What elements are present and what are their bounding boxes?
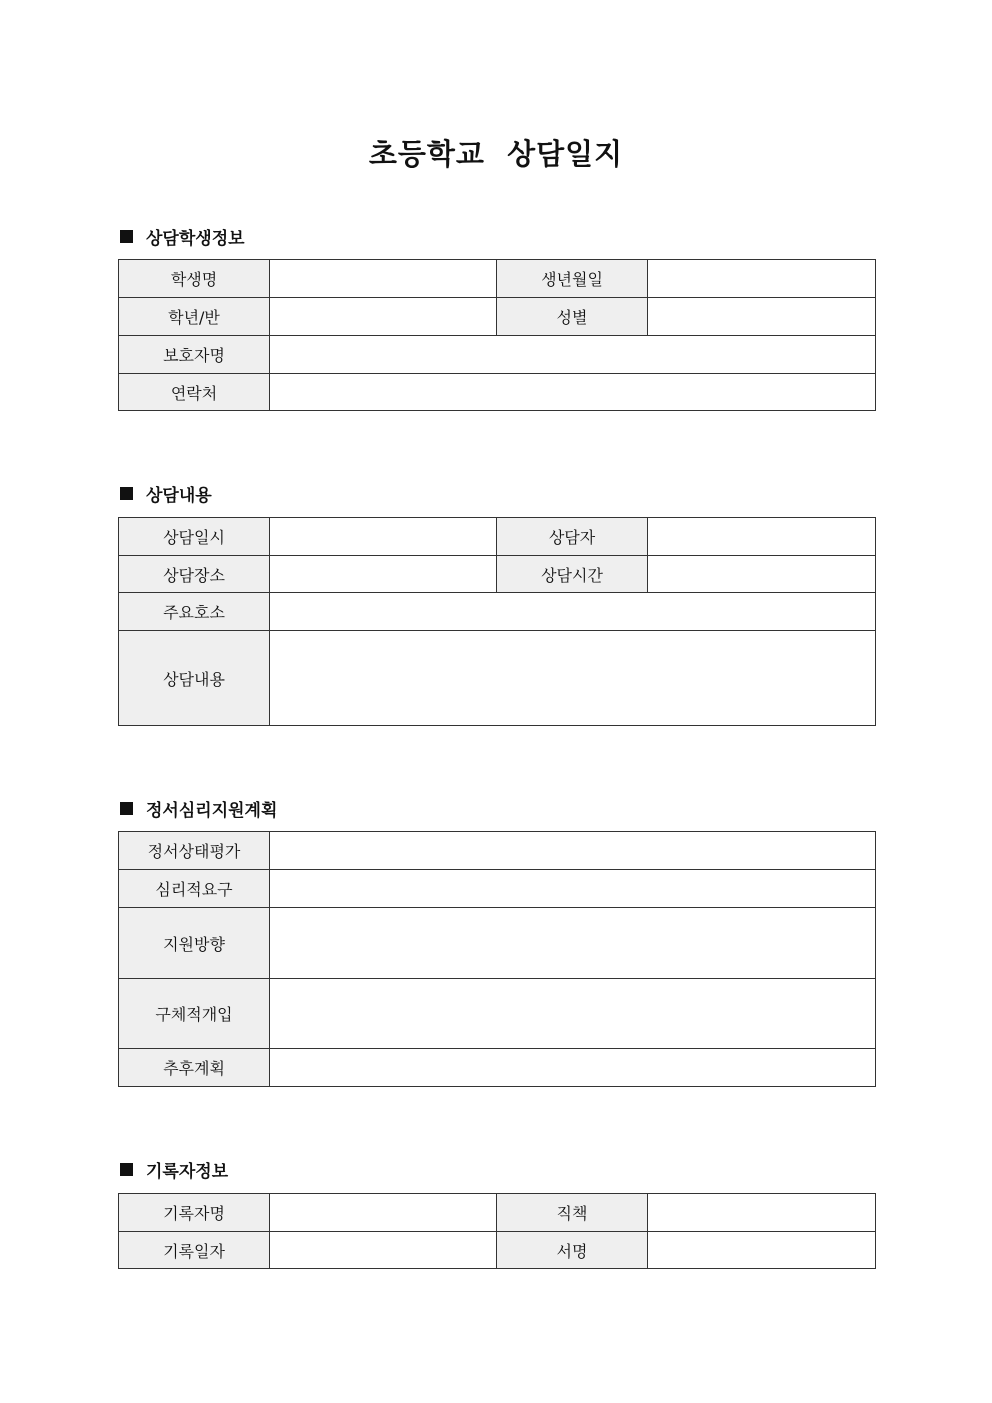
recorder-info-table [118, 1193, 876, 1269]
main-complaint-label: 주요호소 [119, 593, 270, 631]
section-heading-text: 상담학생정보 [146, 229, 245, 249]
place-field[interactable] [270, 556, 497, 593]
student-name-label: 학생명 [119, 260, 270, 298]
main-complaint-field[interactable] [270, 593, 876, 631]
duration-field[interactable] [648, 556, 876, 593]
support-direction-field[interactable] [270, 908, 876, 979]
counselor-label: 상담자 [497, 518, 648, 556]
position-field[interactable] [648, 1194, 876, 1232]
specific-intervention-field[interactable] [270, 979, 876, 1049]
guardian-name-label: 보호자명 [119, 336, 270, 374]
black-square-icon [120, 1163, 133, 1176]
place-label: 상담장소 [119, 556, 270, 593]
contact-label: 연락처 [119, 374, 270, 411]
datetime-field[interactable] [270, 518, 497, 556]
section-heading-text: 상담내용 [146, 486, 212, 506]
section-heading-text: 정서심리지원계획 [146, 801, 278, 821]
counseling-content-table [118, 517, 876, 726]
black-square-icon [120, 487, 133, 500]
birth-date-label: 생년월일 [497, 260, 648, 298]
section-heading-counseling-content [120, 481, 212, 506]
section-heading-recorder-info [120, 1157, 228, 1182]
content-label: 상담내용 [119, 631, 270, 726]
emotional-assessment-field[interactable] [270, 832, 876, 870]
signature-label: 서명 [497, 1232, 648, 1269]
grade-class-field[interactable] [270, 298, 497, 336]
recorder-name-field[interactable] [270, 1194, 497, 1232]
counselor-field[interactable] [648, 518, 876, 556]
support-plan-table [118, 831, 876, 1087]
position-label: 직책 [497, 1194, 648, 1232]
record-date-label: 기록일자 [119, 1232, 270, 1269]
page-title: 초등학교 상담일지 [368, 137, 624, 171]
section-heading-text: 기록자정보 [146, 1162, 229, 1182]
duration-label: 상담시간 [497, 556, 648, 593]
student-name-field[interactable] [270, 260, 497, 298]
student-info-table [118, 259, 876, 411]
contact-field[interactable] [270, 374, 876, 411]
gender-label: 성별 [497, 298, 648, 336]
support-direction-label: 지원방향 [119, 908, 270, 979]
specific-intervention-label: 구체적개입 [119, 979, 270, 1049]
signature-field[interactable] [648, 1232, 876, 1269]
section-heading-student-info [120, 224, 245, 249]
psychological-needs-field[interactable] [270, 870, 876, 908]
black-square-icon [120, 230, 133, 243]
follow-up-field[interactable] [270, 1049, 876, 1087]
guardian-name-field[interactable] [270, 336, 876, 374]
recorder-name-label: 기록자명 [119, 1194, 270, 1232]
birth-date-field[interactable] [648, 260, 876, 298]
datetime-label: 상담일시 [119, 518, 270, 556]
black-square-icon [120, 802, 133, 815]
record-date-field[interactable] [270, 1232, 497, 1269]
follow-up-label: 추후계획 [119, 1049, 270, 1087]
psychological-needs-label: 심리적요구 [119, 870, 270, 908]
section-heading-support-plan [120, 796, 277, 821]
gender-field[interactable] [648, 298, 876, 336]
grade-class-label: 학년/반 [119, 298, 270, 336]
emotional-assessment-label: 정서상태평가 [119, 832, 270, 870]
content-field[interactable] [270, 631, 876, 726]
